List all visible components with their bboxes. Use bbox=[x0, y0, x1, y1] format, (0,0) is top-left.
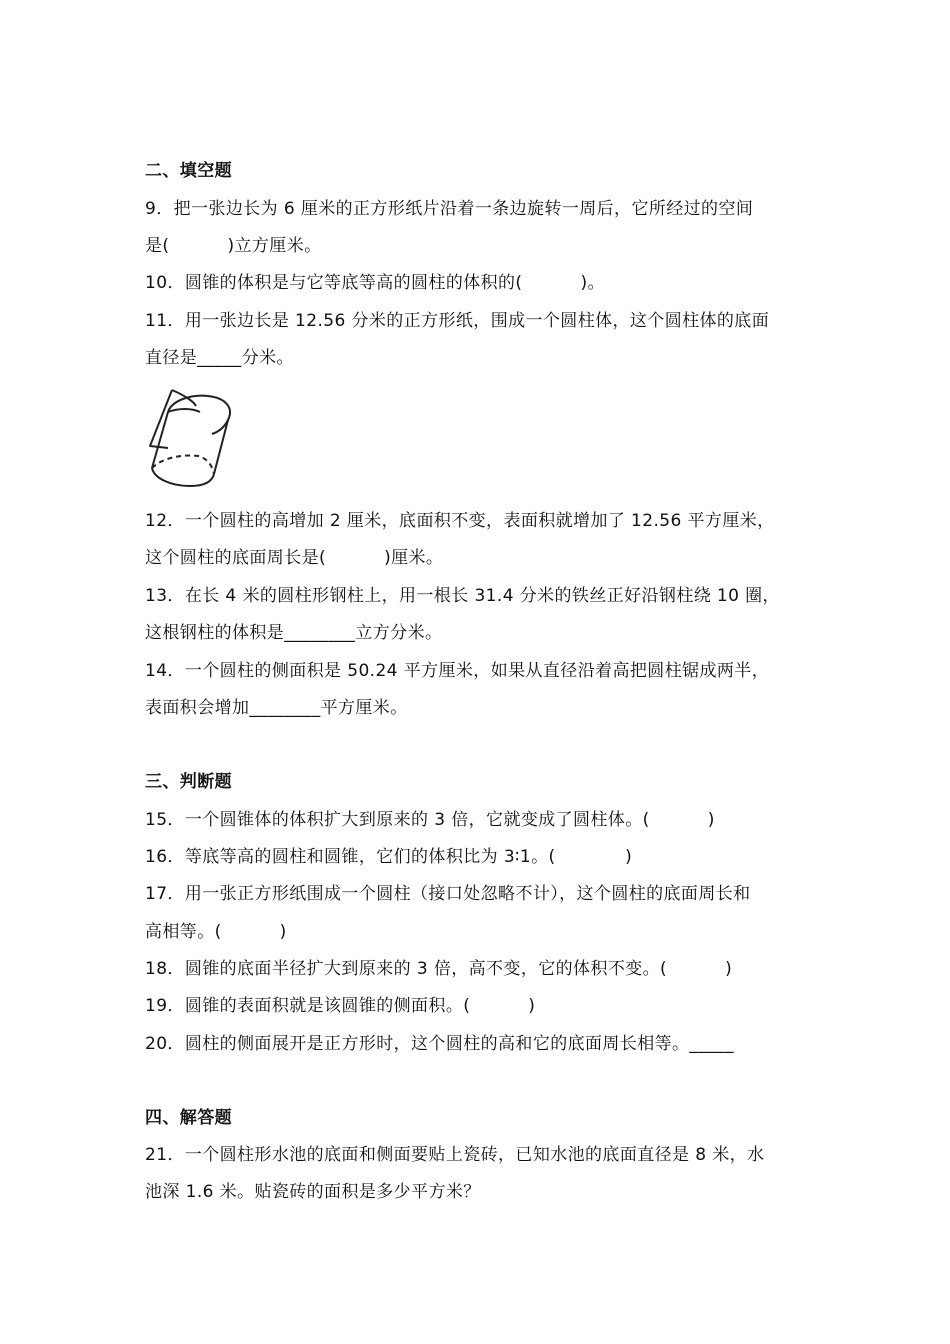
question-17-line-1: 17．用一张正方形纸围成一个圆柱（接口处忽略不计），这个圆柱的底面周长和 bbox=[145, 884, 751, 904]
rolled-paper-cylinder-icon bbox=[142, 386, 238, 492]
question-21-line-1: 21．一个圆柱形水池的底面和侧面要贴上瓷砖，已知水池的底面直径是 8 米，水 bbox=[145, 1145, 765, 1165]
question-16: 16．等底等高的圆柱和圆锥，它们的体积比为 3∶1。( ) bbox=[145, 847, 633, 867]
question-21-line-2: 池深 1.6 米。贴瓷砖的面积是多少平方米？ bbox=[145, 1182, 481, 1202]
section-heading-fill-blank: 二、填空题 bbox=[145, 161, 232, 181]
question-13-line-2: 这根钢柱的体积是________立方分米。 bbox=[145, 623, 443, 643]
question-12-line-1: 12．一个圆柱的高增加 2 厘米，底面积不变，表面积就增加了 12.56 平方厘米， bbox=[145, 511, 775, 531]
question-11-line-2: 直径是_____分米。 bbox=[145, 348, 294, 368]
question-15: 15．一个圆锥体的体积扩大到原来的 3 倍，它就变成了圆柱体。( ) bbox=[145, 810, 715, 830]
question-11-line-1: 11．用一张边长是 12.56 分米的正方形纸，围成一个圆柱体，这个圆柱体的底面 bbox=[145, 311, 770, 331]
question-9-line-2: 是( )立方厘米。 bbox=[145, 236, 322, 256]
section-heading-solve: 四、解答题 bbox=[145, 1108, 232, 1128]
question-14-line-2: 表面积会增加________平方厘米。 bbox=[145, 698, 408, 718]
question-20: 20．圆柱的侧面展开是正方形时，这个圆柱的高和它的底面周长相等。_____ bbox=[145, 1034, 734, 1054]
question-14-line-1: 14．一个圆柱的侧面积是 50.24 平方厘米，如果从直径沿着高把圆柱锯成两半， bbox=[145, 661, 770, 681]
question-18: 18．圆锥的底面半径扩大到原来的 3 倍，高不变，它的体积不变。( ) bbox=[145, 959, 733, 979]
section-heading-true-false: 三、判断题 bbox=[145, 772, 232, 792]
question-13-line-1: 13．在长 4 米的圆柱形钢柱上，用一根长 31.4 分米的铁丝正好沿钢柱绕 10 圈， bbox=[145, 586, 780, 606]
question-12-line-2: 这个圆柱的底面周长是( )厘米。 bbox=[145, 548, 444, 568]
question-10: 10．圆锥的体积是与它等底等高的圆柱的体积的( )。 bbox=[145, 273, 605, 293]
question-17-line-2: 高相等。( ) bbox=[145, 922, 287, 942]
question-19: 19．圆锥的表面积就是该圆锥的侧面积。( ) bbox=[145, 996, 536, 1016]
question-9-line-1: 9．把一张边长为 6 厘米的正方形纸片沿着一条边旋转一周后，它所经过的空间 bbox=[145, 199, 754, 219]
